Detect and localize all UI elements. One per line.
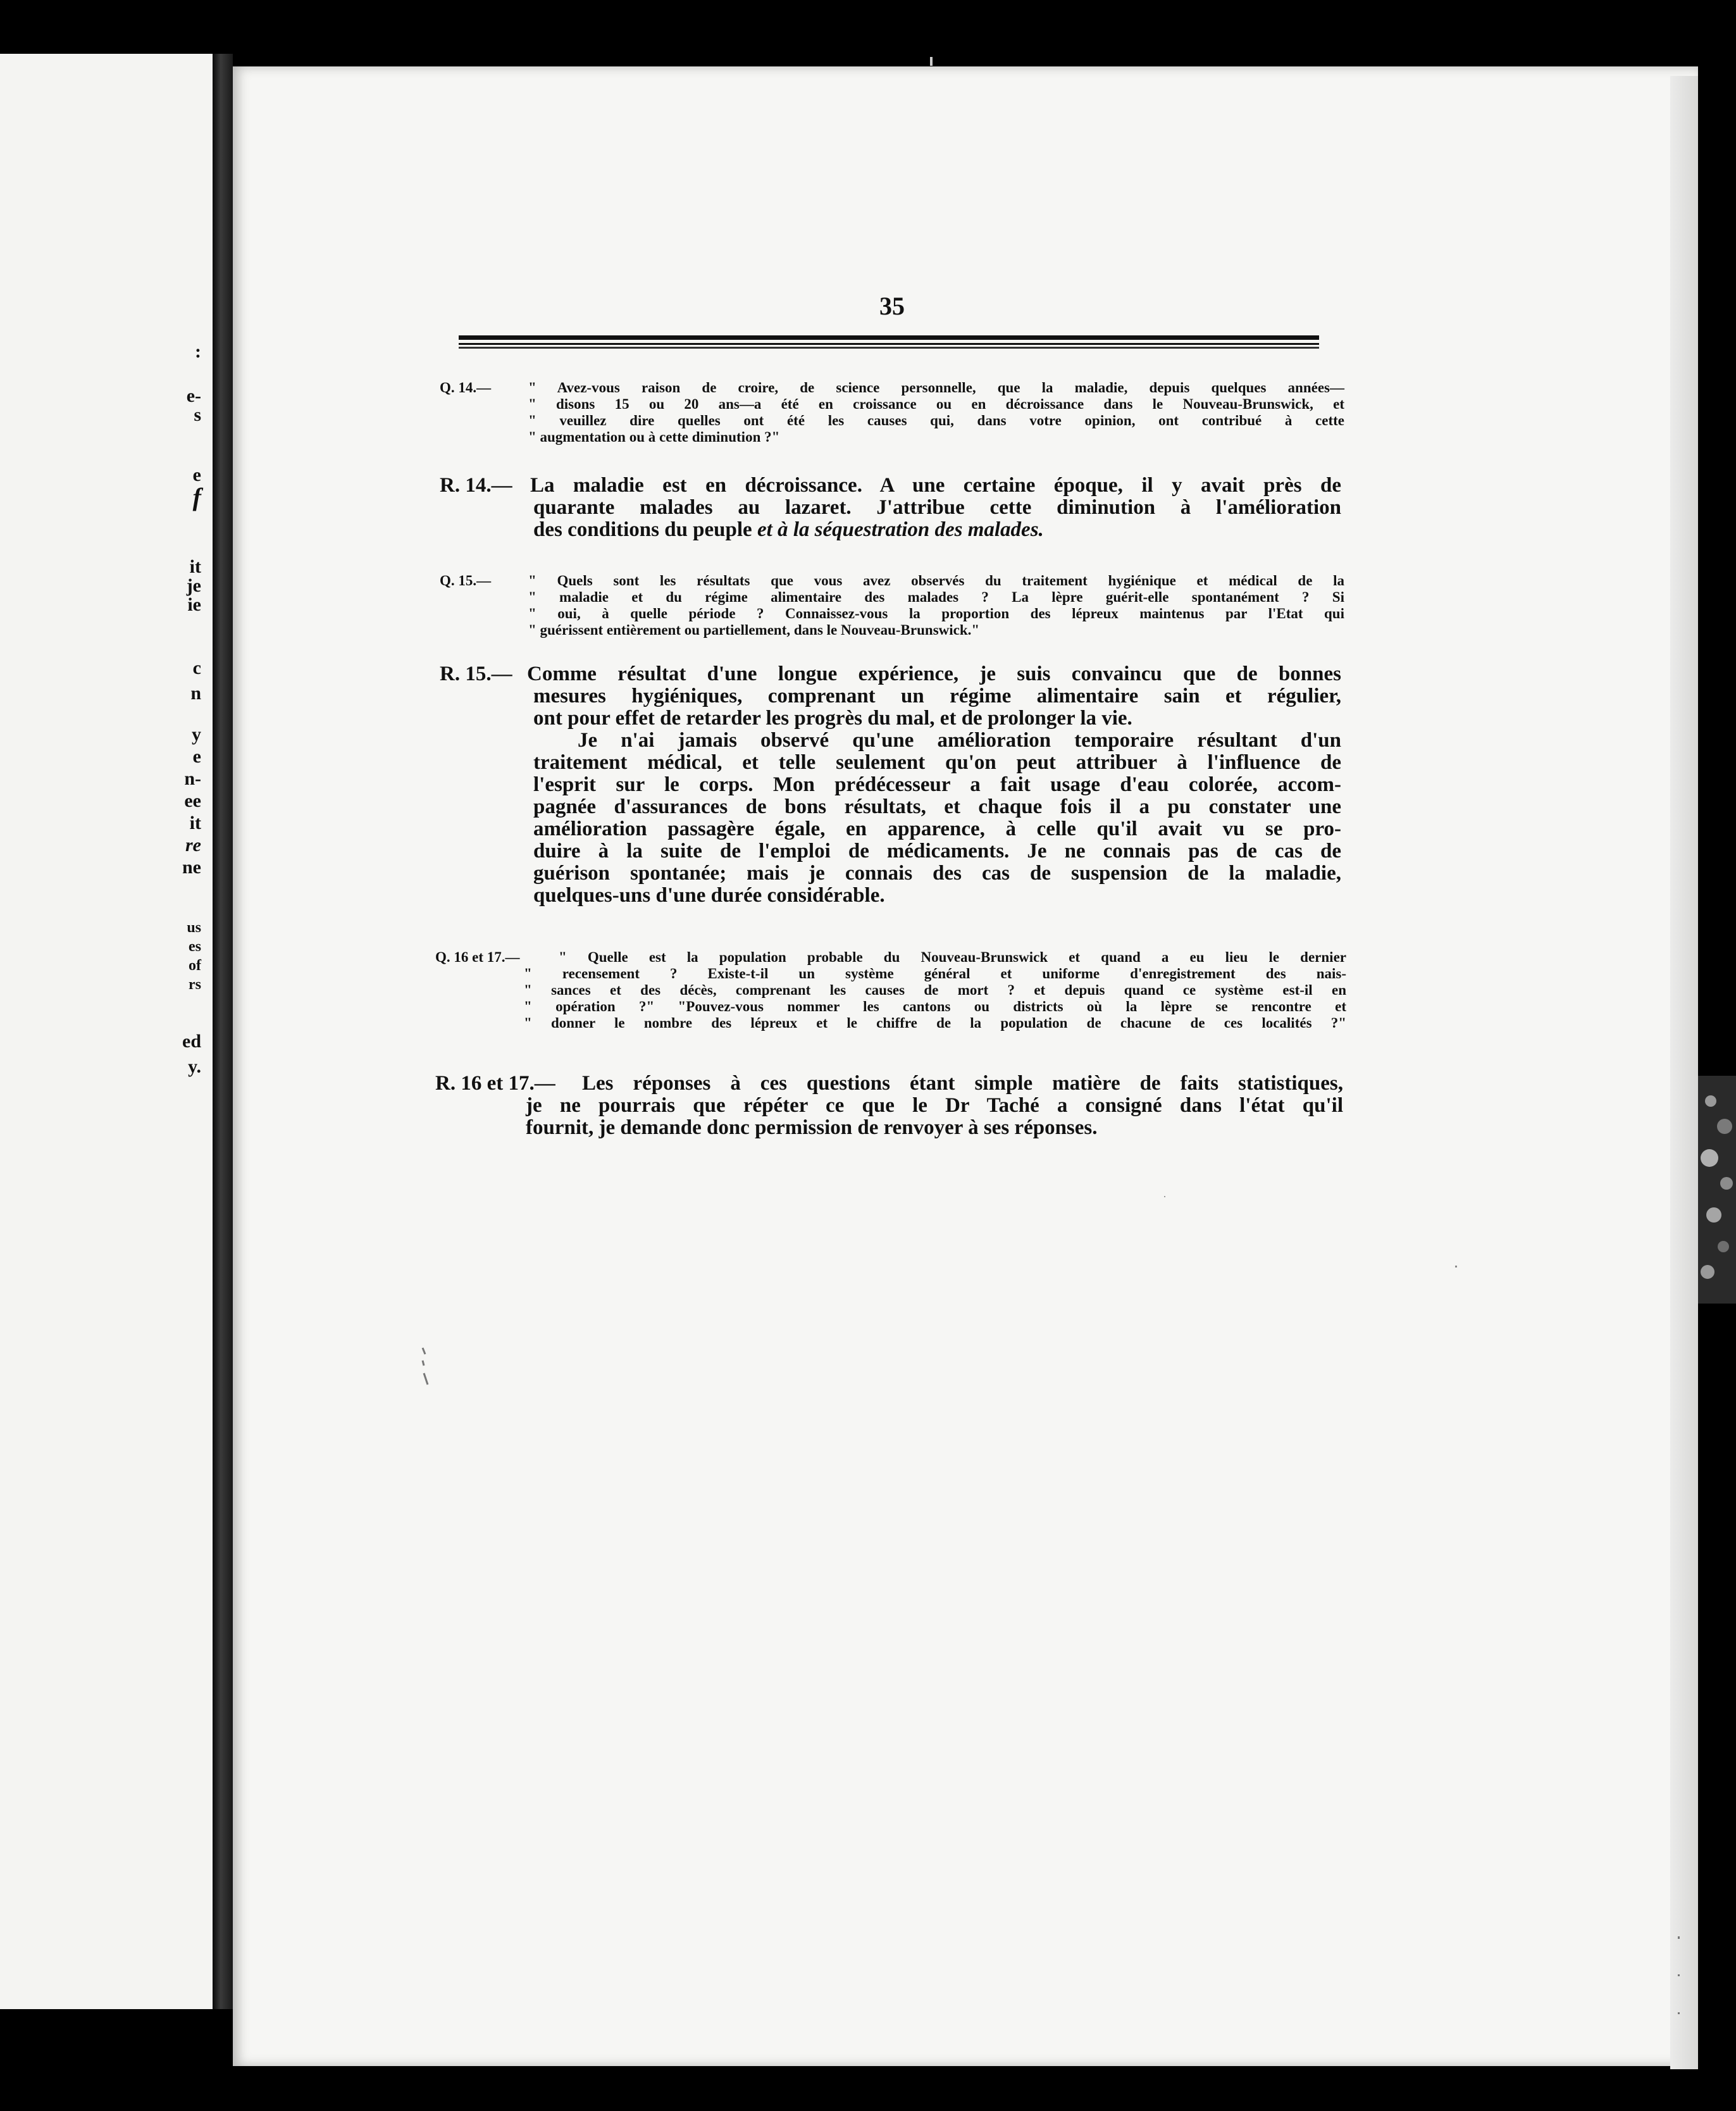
book-gutter — [213, 54, 233, 2009]
scanned-page — [233, 66, 1698, 2066]
margin-fragment: f — [192, 483, 201, 511]
answer-line: Les réponses à ces questions étant simple matière de faits statistiques, — [582, 1072, 1343, 1095]
question-line: " disons 15 ou 20 ans—a été en croissance ou en décroissance dans le Nouveau-Brunswick, et — [528, 396, 1344, 412]
margin-fragment: n — [190, 683, 201, 704]
answer-line: La maladie est en décroissance. A une certaine époque, il y avait près de — [530, 474, 1341, 497]
answer-label: R. 15.— — [440, 663, 512, 685]
answer-line: guérison spontanée; mais je connais des cas de suspension de la maladie, — [533, 862, 1341, 885]
answer-15 — [440, 663, 1341, 907]
margin-fragment: it — [189, 556, 201, 577]
margin-fragment: es — [189, 938, 201, 955]
answer-line: mesures hygiéniques, comprenant un régime alimentaire sain et régulier, — [533, 685, 1341, 707]
answer-14 — [440, 475, 1341, 541]
answer-line: amélioration passagère égale, en apparence, à celle qu'il avait vu se pro- — [533, 818, 1341, 840]
answer-line: je ne pourrais que répéter ce que le Dr Taché a consigné dans l'état qu'il — [526, 1094, 1343, 1117]
margin-fragment: rs — [189, 976, 201, 993]
question-line: " veuillez dire quelles ont été les causes qui, dans votre opinion, ont contribué à cette — [528, 413, 1344, 428]
margin-fragment: it — [189, 813, 201, 833]
margin-fragment: : — [195, 341, 201, 362]
answer-line-text: des conditions du peuple — [533, 518, 752, 541]
answer-line: Comme résultat d'une longue expérience, je suis convaincu que de bonnes — [527, 663, 1341, 685]
question-14 — [440, 380, 1344, 445]
question-15 — [440, 573, 1344, 638]
margin-fragment: of — [189, 957, 201, 974]
question-line: " Quels sont les résultats que vous avez observés du traitement hygiénique et médical de la — [528, 573, 1344, 588]
question-line: " augmentation ou à cette diminution ?" — [528, 429, 780, 445]
question-line: " Avez-vous raison de croire, de science personnelle, que la maladie, depuis quelques années— — [528, 380, 1344, 395]
margin-fragment: ed — [182, 1031, 201, 1052]
question-line: " recensement ? Existe-t-il un système général et uniforme d'enregistrement des nais- — [524, 966, 1346, 981]
question-16-17 — [435, 949, 1346, 1031]
margin-fragment: e- — [186, 385, 201, 406]
question-line: " donner le nombre des lépreux et le chiffre de la population de chacune de ces localités ?" — [524, 1015, 1346, 1031]
answer-line: Je n'ai jamais observé qu'une amélioration temporaire résultant d'un — [578, 729, 1341, 752]
page-number: 35 — [879, 292, 905, 320]
answer-line: duire à la suite de l'emploi de médicaments. Je ne connais pas de cas de — [533, 840, 1341, 862]
answer-label: R. 14.— — [440, 474, 512, 497]
margin-fragment: y — [192, 724, 201, 745]
question-label: Q. 15.— — [440, 573, 492, 588]
question-line: " maladie et du régime alimentaire des malades ? La lèpre guérit-elle spontanément ? Si — [528, 589, 1344, 605]
answer-line — [533, 519, 1341, 541]
left-facing-page — [0, 54, 213, 2009]
question-label: Q. 16 et 17.— — [435, 949, 520, 965]
answer-line: quelques-uns d'une durée considérable. — [533, 884, 885, 907]
margin-fragment: ee — [184, 790, 201, 811]
question-line: " oui, à quelle période ? Connaissez-vous la proportion des lépreux maintenus par l'Etat qui — [528, 606, 1344, 621]
answer-line: l'esprit sur le corps. Mon prédécesseur a fait usage d'eau colorée, accom- — [533, 773, 1341, 796]
margin-fragment: s — [194, 404, 201, 425]
margin-fragment: us — [187, 919, 201, 936]
question-line: " opération ?" "Pouvez-vous nommer les cantons ou districts où la lèpre se rencontre et — [524, 999, 1346, 1014]
answer-line: ont pour effet de retarder les progrès du mal, et de prolonger la vie. — [533, 707, 1132, 730]
margin-fragment: n- — [184, 768, 201, 789]
answer-16-17 — [435, 1073, 1343, 1139]
margin-fragment: re — [185, 835, 201, 856]
margin-fragment: ne — [182, 857, 201, 878]
margin-fragment: c — [192, 657, 201, 678]
header-rule — [459, 335, 1319, 349]
answer-line: pagnée d'assurances de bons résultats, et chaque fois il a pu constater une — [533, 795, 1341, 818]
question-label: Q. 14.— — [440, 380, 492, 395]
margin-fragment: ie — [187, 594, 201, 615]
answer-line: traitement médical, et telle seulement qu'on peut attribuer à l'influence de — [533, 751, 1341, 774]
margin-fragment: e — [192, 464, 201, 485]
answer-line-italic: et à la séquestration des malades. — [757, 518, 1044, 541]
right-page-scrap — [1698, 1076, 1736, 1304]
margin-fragment: y. — [188, 1056, 201, 1077]
question-line: " guérissent entièrement ou partiellement, dans le Nouveau-Brunswick." — [528, 622, 980, 638]
answer-label: R. 16 et 17.— — [435, 1072, 555, 1095]
question-line: " sances et des décès, comprenant les causes de mort ? et depuis quand ce système est-il en — [524, 982, 1346, 998]
margin-fragment: je — [186, 575, 201, 596]
page-edge — [1670, 76, 1698, 2069]
left-page-margin-fragments — [0, 54, 213, 2009]
question-line: " Quelle est la population probable du Nouveau-Brunswick et quand a eu lieu le dernier — [559, 949, 1346, 965]
answer-line: quarante malades au lazaret. J'attribue cette diminution à l'amélioration — [533, 496, 1341, 519]
margin-fragment: e — [192, 746, 201, 767]
answer-line: fournit, je demande donc permission de renvoyer à ses réponses. — [526, 1116, 1098, 1139]
